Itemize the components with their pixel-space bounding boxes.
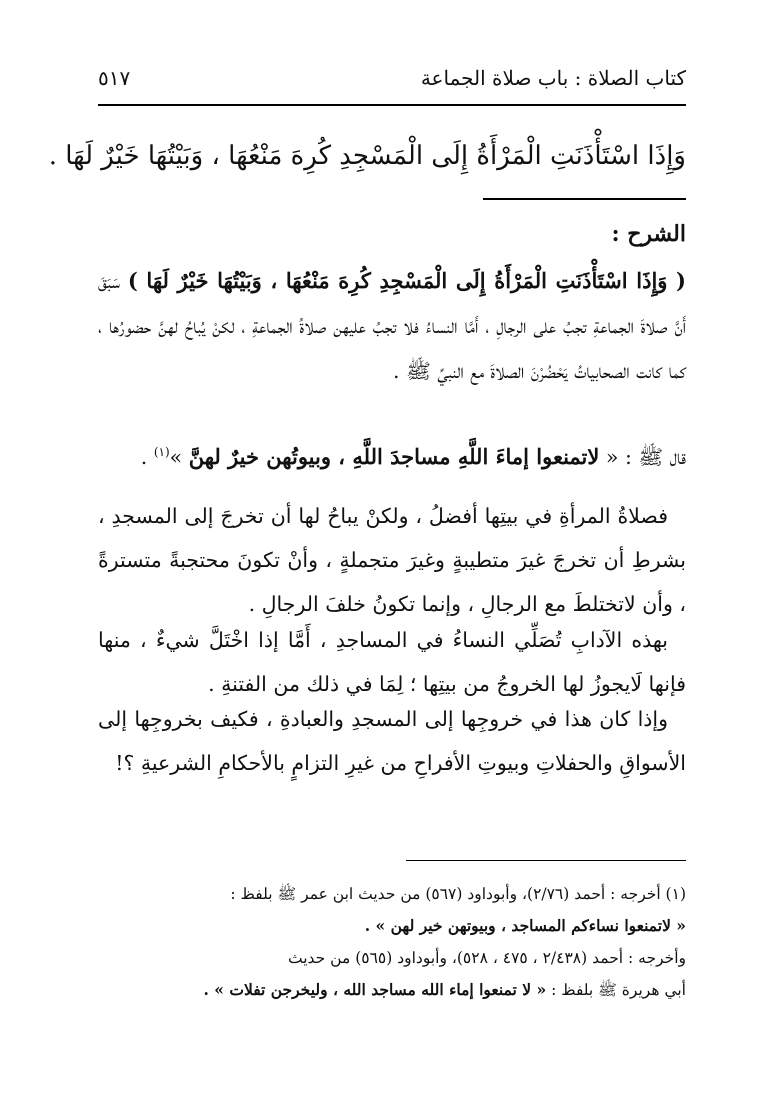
footnote-marker: (١) bbox=[153, 445, 170, 459]
paragraph-5-text: وإذا كان هذا في خروجِها إلى المسجدِ والعبادةِ ، فكيف بخروجِها إلى الأسواقِ والحفلاتِ وبيوتِ الأفراحِ من غيرِ التزامٍ بالأحكامِ الشرعيةِ ؟! bbox=[98, 707, 686, 775]
sharh-heading: الشرح : bbox=[611, 221, 686, 247]
paragraph-3 bbox=[98, 494, 686, 626]
paragraph-4 bbox=[98, 618, 686, 706]
page-number: ٥١٧ bbox=[98, 66, 131, 90]
footnote-hadith-1: « لاتمنعوا نساءكم المساجد ، وبيوتهن خير لهن » . bbox=[364, 916, 686, 935]
footnote-line-4 bbox=[98, 974, 686, 1006]
paragraph-1-text: سَبَقَ أَنَّ صلاةَ الجماعةِ تجبُ على الرجالِ ، أَمَّا النساءُ فلا تجبُ عليهن صلاةُ الجماعةِ ، لكنْ يُباحُ لهنَّ حضورُها ، كما كانت الصحابياتُ يَحْضُرْنَ الصلاةَ مع النبيِّ ﷺ . bbox=[98, 269, 686, 383]
hadith-end: . bbox=[140, 444, 154, 469]
matn-quote: ( وَإِذَا اسْتَأْذَنَتِ الْمَرْأَةُ إِلَى الْمَسْجِدِ كُرِهَ مَنْعُهَا ، وَبَيْتُهَا خَيْرٌ لَهَا ) bbox=[127, 268, 686, 293]
paragraph-2 bbox=[98, 430, 686, 480]
footnote-hadith-2: « لا تمنعوا إماء الله مساجد الله ، وليخرجن تفلات » . bbox=[203, 980, 547, 999]
header-divider bbox=[98, 104, 686, 106]
paragraph-1 bbox=[98, 258, 686, 394]
footnote-line-3: وأخرجه : أحمد (٢/٤٣٨ ، ٤٧٥ ، ٥٢٨)، وأبوداود (٥٦٥) من حديث bbox=[288, 949, 686, 967]
footnote-line-4-prefix: أبي هريرة ﷺ بلفظ : bbox=[546, 981, 686, 999]
matn-divider bbox=[483, 198, 686, 200]
footnote-divider bbox=[406, 860, 686, 861]
paragraph-4-text: بهذه الآدابِ تُصَلِّي النساءُ في المساجدِ ، أَمَّا إذا اخْتَلَّ شيءٌ ، منها فإنها لَايجوزُ لها الخروجُ من بيتِها ؛ لِمَا في ذلك من الفتنةِ . bbox=[98, 628, 686, 696]
paragraph-3-text: فصلاةُ المرأةِ في بيتِها أفضلُ ، ولكنْ يباحُ لها أن تخرجَ إلى المسجدِ ، بشرطِ أن تخرجَ غيرَ متطيبةٍ وغيرَ متجملةٍ ، وأنْ تكونَ محتجبةً متسترةً ، وأن لاتختلطَ مع الرجالِ ، وإنما تكونُ خلفَ الرجالِ . bbox=[98, 504, 686, 616]
hadith-close: » bbox=[169, 444, 189, 469]
page-header bbox=[98, 66, 686, 106]
footnote-line-2 bbox=[98, 910, 686, 942]
paragraph-5 bbox=[98, 697, 686, 785]
matn-text: وَإِذَا اسْتَأْذَنَتِ الْمَرْأَةُ إِلَى الْمَسْجِدِ كُرِهَ مَنْعُهَا ، وَبَيْتُهَا خَيْرٌ لَهَا . bbox=[48, 141, 686, 171]
footnote-line-1: (١) أخرجه : أحمد (٢/٧٦)، وأبوداود (٥٦٧) من حديث ابن عمر ﷺ بلفظ : bbox=[230, 885, 686, 903]
hadith-text: لاتمنعوا إماءَ اللَّهِ مساجدَ اللَّهِ ، وبيوتُهن خيرٌ لهنَّ bbox=[188, 443, 600, 469]
hadith-intro: قال ﷺ : « bbox=[599, 444, 686, 469]
chapter-title: كتاب الصلاة : باب صلاة الجماعة bbox=[420, 66, 686, 90]
